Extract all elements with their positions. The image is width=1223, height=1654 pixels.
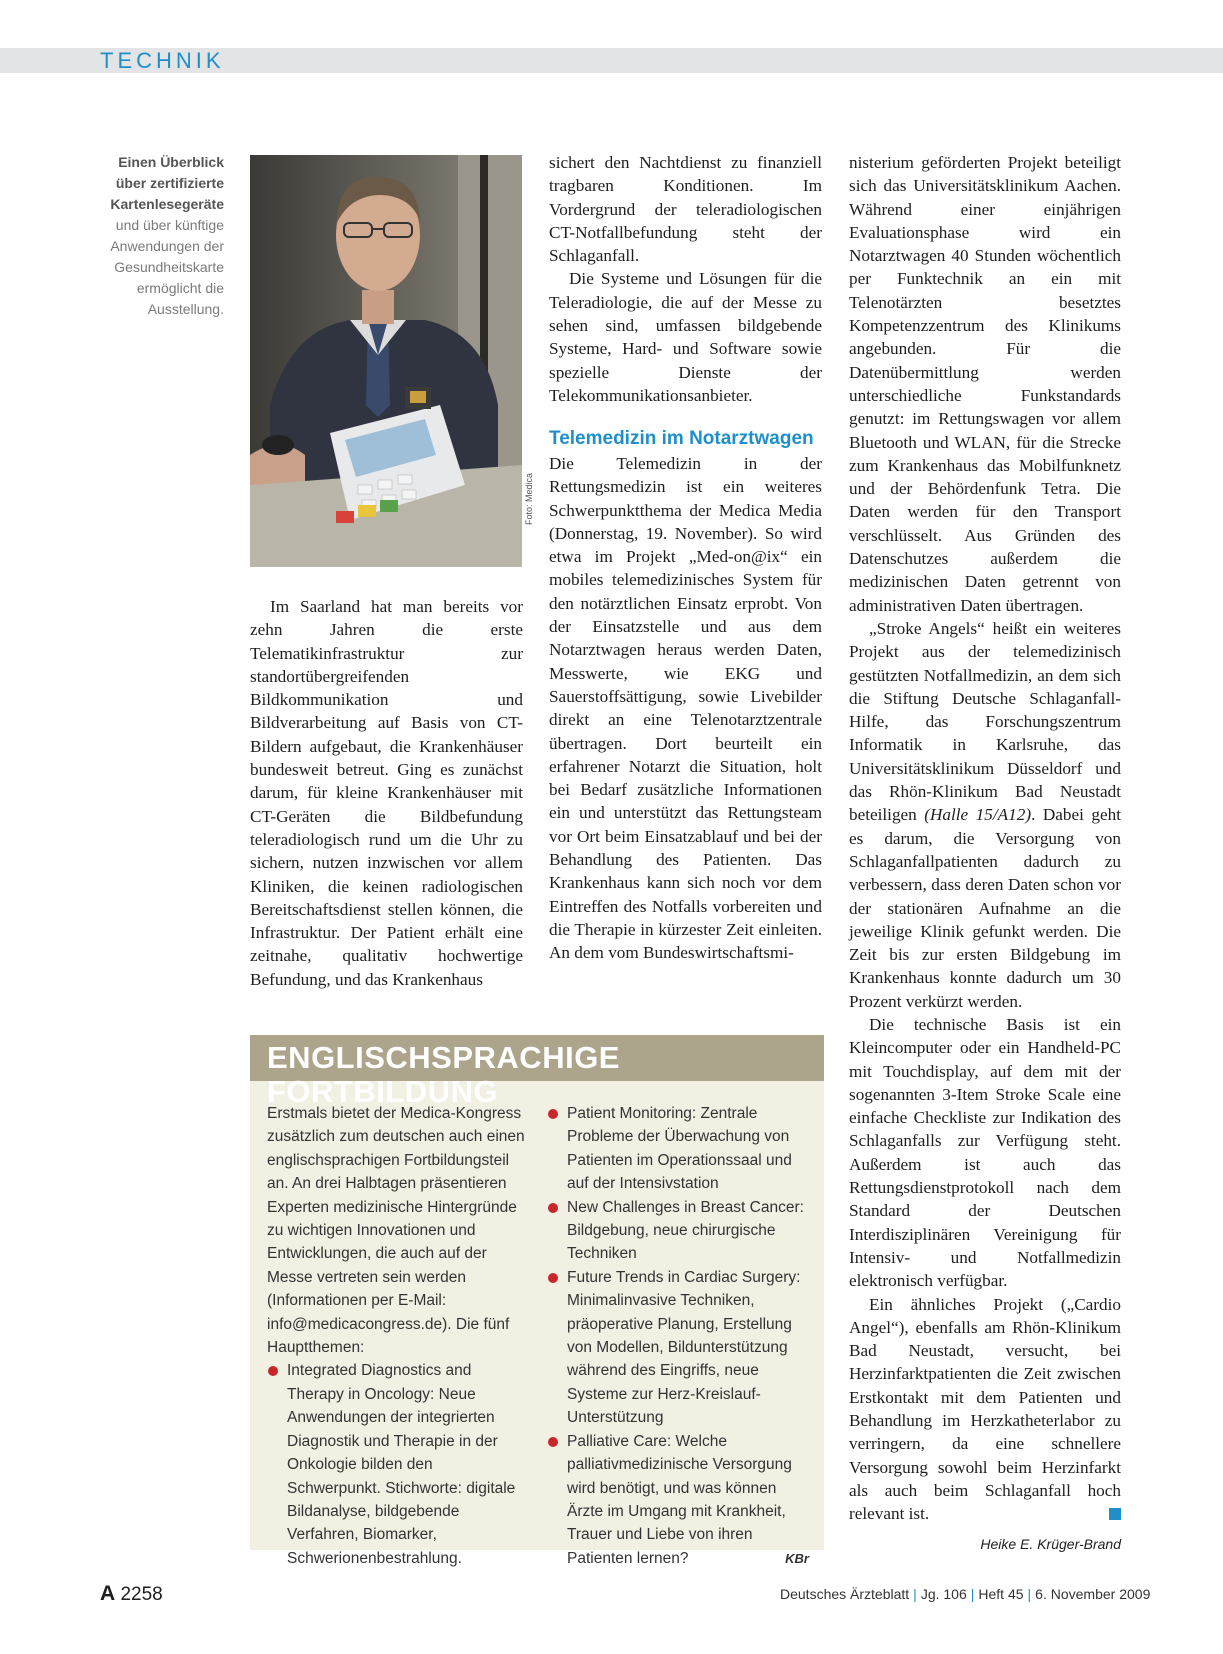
article-paragraph: Die Telemedizin in der Rettungsmedizin ist ein weiteres Schwerpunktthema der Medica Media (Donnerstag, 19. November). So wird etwa im Projekt „Med-on@ix“ ein mobiles telemedizinisches System für den notärztlichen Einsatz erprobt. Von der Einsatzstelle und aus dem Notarztwagen heraus werden Daten, Messwerte, wie EKG und Sauerstoffsättigung, sowie Livebilder direkt an eine Telenotarztzentrale übertragen. Dort beurteilt ein erfahrener Notarzt die Situation, holt bei Bedarf zusätzliche Informationen ein und unterstützt das Rettungsteam vor Ort beim Einsatzablauf und bei der Behandlung des Patienten. Das Krankenhaus kann sich noch vor dem Eintreffen des Notfalls vorbereiten und die Therapie in kürzester Zeit einleiten. An dem vom Bundeswirtschaftsmi-	[549, 454, 822, 963]
article-paragraph: Die Systeme und Lösungen für die Teleradiologie, die auf der Messe zu sehen sind, umfassen bildgebende Systeme, Hard- und Software sowie spezielle Dienste der Telekommunikationsanbieter.	[549, 269, 822, 405]
author-signature: Heike E. Krüger-Brand	[980, 1536, 1121, 1552]
photo-credit: Foto: Medica	[524, 472, 534, 525]
info-box-column-left	[267, 1102, 525, 1570]
article-column-1	[250, 595, 523, 991]
article-text: „Stroke Angels“ heißt ein weiteres Projekt aus der telemedizinisch gestützten Notfallmedizin, an dem sich die Stiftung Deutsche Schlaganfall-Hilfe, das Forschungszentrum Informatik in Karlsruhe, das Universitätsklinikum Düsseldorf und das Rhön-Klinikum Bad Neustadt beteiligen	[849, 618, 1121, 825]
article-paragraph: sichert den Nachtdienst zu finanziell tragbaren Konditionen. Im Vordergrund der teleradiologischen CT-Notfallbefundung steht der Schlaganfall.	[549, 153, 822, 266]
article-text: Ein ähnliches Projekt („Cardio Angel“), ebenfalls am Rhön-Klinikum Bad Neustadt, versucht, bei Herzinfarktpatienten die Zeit zwischen Erstkontakt mit dem Patienten und Behandlung im Herzkatheterlabor zu verringern, da eine schnellere Versorgung sowohl beim Herzinfarkt als auch beim Schlaganfall hoch relevant ist.	[849, 1294, 1121, 1524]
info-box-title: ENGLISCHSPRACHIGE FORTBILDUNG	[267, 1040, 620, 1110]
info-box-intro: Erstmals bietet der Medica-Kongress zusätzlich zum deutschen auch einen englischsprachigen Fortbildungsteil an. An drei Halbtagen präsentieren Experten medizinische Hintergründe zu wichtigen Innovationen und Entwicklungen, die auch auf der Messe vertreten sein werden (Informationen per E-Mail: info@medicacongress.de). Die fünf Hauptthemen:	[267, 1105, 525, 1357]
journal-volume: Jg. 106	[920, 1586, 967, 1602]
topic-text: Palliative Care: Welche palliativmedizinische Versorgung wird benötigt, und was können Ärzte im Umgang mit Krankheit, Trauer und Liebe von ihren Patienten lernen?	[567, 1432, 792, 1567]
article-paragraph	[849, 617, 1121, 1013]
info-box-column-right	[547, 1102, 809, 1570]
page-prefix: A	[100, 1582, 116, 1605]
article-hall-reference: (Halle 15/A12)	[924, 805, 1032, 825]
article-column-2-bottom	[549, 452, 822, 965]
topic-list-right	[547, 1102, 809, 1570]
info-box-header	[250, 1035, 824, 1110]
footer-separator: |	[1027, 1586, 1032, 1602]
footer-citation	[780, 1586, 1151, 1602]
article-paragraph: Im Saarland hat man bereits vor zehn Jahren die erste Telematikinfrastruktur zur standortübergreifenden Bildkommunikation und Bildverarbeitung auf Basis von CT-Bildern aufgebaut, die Krankenhäuser bundesweit betreut. Ging es zunächst darum, für kleine Krankenhäuser mit CT-Geräten die Bildbefundung teleradiologisch rund um die Uhr zu sichern, nutzen inzwischen vor allem Kliniken, die keinen radiologischen Bereitschaftsdienst stellen können, die Infrastruktur. Der Patient erhält eine zeitnahe, qualitativ hochwertige Befundung, und das Krankenhaus	[250, 597, 523, 989]
end-of-article-mark	[1109, 1508, 1121, 1520]
footer-separator: |	[970, 1586, 975, 1602]
journal-issue: Heft 45	[978, 1586, 1024, 1602]
article-paragraph: nisterium geförderten Projekt beteiligt sich das Universitätsklinikum Aachen. Während einer einjährigen Evaluationsphase wird ein Notarztwagen 40 Stunden wöchentlich per Funktechnik an ein mit Telenotärzten besetztes Kompetenzzentrum des Klinikums angebunden. Für die Datenübermittlung werden unterschiedliche Funkstandards genutzt: im Rettungswagen vor allem Bluetooth und WLAN, für die Strecke zum Krankenhaus das Mobilfunknetz und der Behördenfunk Tetra. Die Daten werden für den Transport verschlüsselt. Aus Gründen des Datenschutzes außerdem die medizinischen Daten getrennt von administrativen Daten übertragen.	[849, 153, 1121, 615]
topic-list-left	[267, 1359, 525, 1570]
footer-separator: |	[913, 1586, 917, 1602]
article-paragraph: Die technische Basis ist ein Kleincomputer oder ein Handheld-PC mit Touchdisplay, auf dem mit der sogenannten 3-Item Stroke Scale eine einfache Checkliste zur Indikation des Schlaganfalls zur Verfügung steht. Außerdem ist auch das Rettungsdienstprotokoll nach dem Standard der Deutschen Interdisziplinären Vereinigung für Intensiv- und Notfallmedizin elektronisch verfügbar.	[849, 1014, 1121, 1291]
box-author-initials: KBr	[785, 1550, 809, 1566]
section-label: TECHNIK	[100, 48, 225, 73]
caption-bold: Einen Überblick über zertifizierte Kartenlesegeräte	[110, 154, 224, 212]
page-number-value: 2258	[120, 1584, 163, 1605]
topic-list-item: Patient Monitoring: Zentrale Probleme der Überwachung von Patienten im Operationssaal und auf der Intensivstation	[547, 1102, 809, 1196]
article-column-2-top	[549, 151, 822, 407]
topic-list-item	[547, 1430, 809, 1570]
topic-list-item: Integrated Diagnostics and Therapy in Oncology: Neue Anwendungen der integrierten Diagnostik und Therapie in der Onkologie bilden den Schwerpunkt. Stichworte: digitale Bildanalyse, bildgebende Verfahren, Biomarker, Schwerionenbestrahlung.	[267, 1359, 525, 1570]
journal-name: Deutsches Ärzteblatt	[780, 1586, 910, 1602]
topic-list-item: New Challenges in Breast Cancer: Bildgebung, neue chirurgische Techniken	[547, 1196, 809, 1266]
page-number	[100, 1582, 163, 1606]
article-paragraph	[849, 1293, 1121, 1526]
topic-list-item: Future Trends in Cardiac Surgery: Minimalinvasive Techniken, präoperative Planung, Erstellung von Modellen, Bildunterstützung während des Eingriffs, neue Systeme zur Herz-Kreislauf-Unterstützung	[547, 1266, 809, 1430]
info-box	[250, 1035, 824, 1567]
photo-caption	[95, 152, 224, 320]
journal-date: 6. November 2009	[1035, 1586, 1151, 1602]
photo-card-reader-demo	[250, 155, 522, 567]
article-column-3	[849, 151, 1121, 1526]
photo-illustration	[250, 155, 522, 567]
caption-text: und über künftige Anwendungen der Gesundheitskarte ermöglicht die Ausstellung.	[110, 217, 224, 317]
article-text: . Dabei geht es darum, die Versorgung von Schlaganfallpatienten dadurch zu verbessern, dass deren Daten schon vor der stationären Aufnahme an die jeweilige Klinik gefunkt werden. Die Zeit bis zur ersten Bildgebung im Krankenhaus konnte dadurch um 30 Prozent verkürzt werden.	[849, 805, 1121, 1011]
article-subheading: Telemedizin im Notarztwagen	[549, 428, 814, 449]
